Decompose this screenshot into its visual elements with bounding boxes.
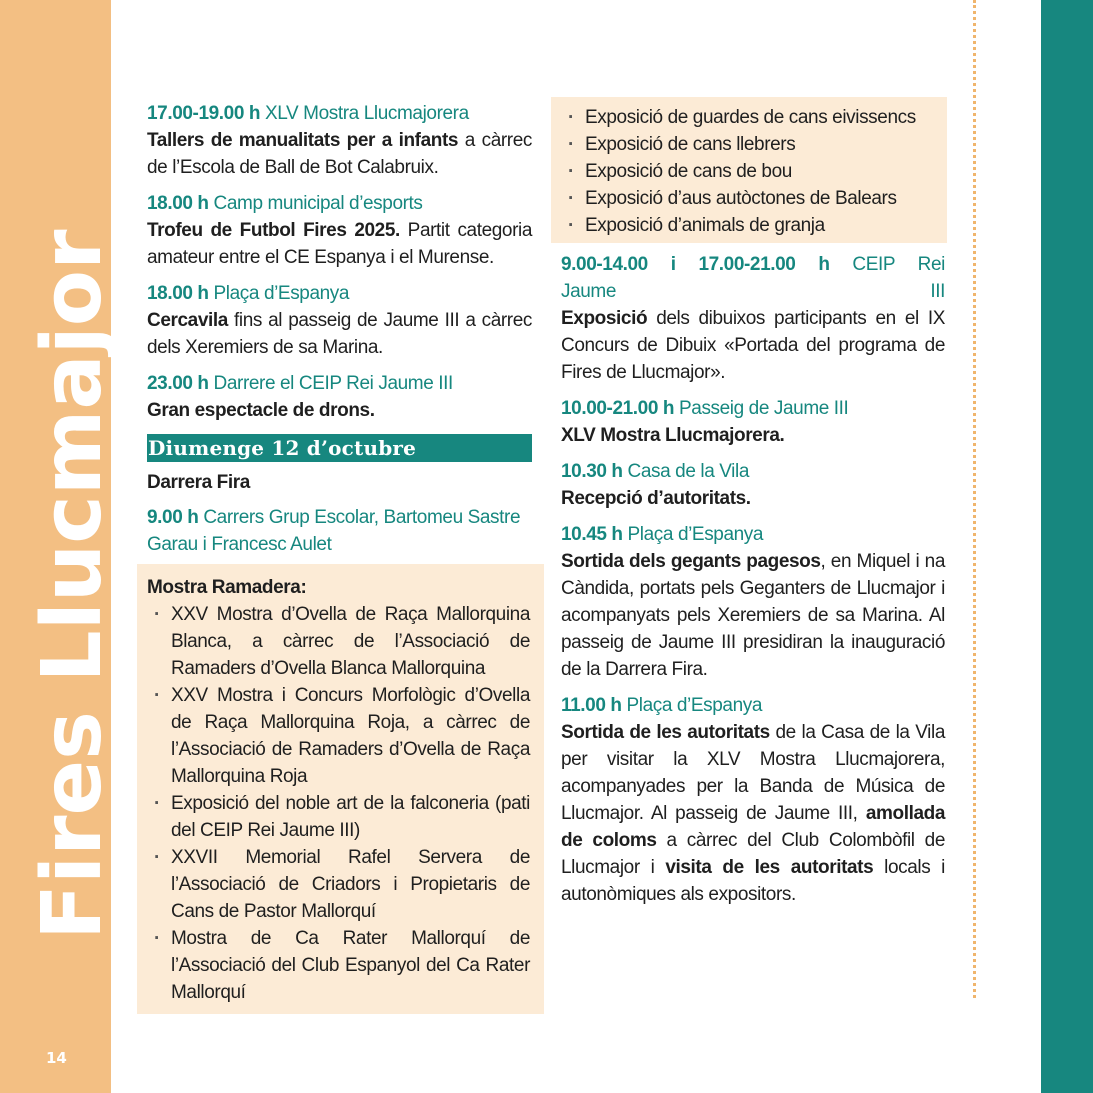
event-place: XLV Mostra Llucmajorera <box>265 103 469 124</box>
event-item <box>147 280 532 361</box>
event-place: Plaça d’Espanya <box>627 524 764 545</box>
right-column <box>561 97 945 917</box>
event-time: 10.30 h <box>561 461 623 482</box>
event-title: Sortida dels gegants pagesos <box>561 551 821 572</box>
event-description: dels dibuixos participants en el IX Concurs de Dibuix «Portada del programa de Fires de Llucmajor». <box>561 308 945 383</box>
event-place: CEIP Rei Jaume III <box>561 254 945 302</box>
event-item <box>561 692 945 908</box>
event-description: de la Casa de la Vila per visitar la XLV Mostra Llucmajorera, acompanyades per la Banda de Música de Llucmajor. Al passeig de Jaume III, <box>561 722 945 824</box>
list-item: · XXV Mostra i Concurs Morfològic d’Ovella de Raça Mallorquina Roja, a càrrec de l’Associació de Ramaders d’Ovella de Raça Mallorquina Roja <box>147 682 530 790</box>
day-header: Diumenge 12 d’octubre <box>147 434 532 462</box>
event-place: Passeig de Jaume III <box>679 398 849 419</box>
list-item: · Exposició d’animals de granja <box>561 212 935 239</box>
event-item <box>561 521 945 683</box>
list-item: · Exposició d’aus autòctones de Balears <box>561 185 935 212</box>
list-item: · Exposició de cans de bou <box>561 158 935 185</box>
list-item: · Mostra de Ca Rater Mallorquí de l’Associació del Club Espanyol del Ca Rater Mallorquí <box>147 925 530 1006</box>
list-item: · XXV Mostra d’Ovella de Raça Mallorquina Blanca, a càrrec de l’Associació de Ramaders d’Ovella Blanca Mallorquina <box>147 601 530 682</box>
list-item: · Exposició de cans llebrers <box>561 131 935 158</box>
event-item <box>147 190 532 271</box>
event-title: Trofeu de Futbol Fires 2025. <box>147 220 400 241</box>
event-title: Recepció d’autoritats. <box>561 488 751 509</box>
box-title: Mostra Ramadera: <box>147 577 307 598</box>
event-description: locals i autonòmiques als expositors. <box>561 857 945 905</box>
event-place: Casa de la Vila <box>627 461 749 482</box>
event-time: 18.00 h <box>147 283 209 304</box>
event-place: Camp municipal d’esports <box>213 193 423 214</box>
list-item: · Exposició de guardes de cans eivissencs <box>561 104 935 131</box>
event-description: Partit categoria amateur entre el CE Espanya i el Murense. <box>147 220 533 268</box>
vertical-title: Fires Llucmajor <box>25 229 120 940</box>
event-item <box>561 395 945 449</box>
event-item <box>561 458 945 512</box>
exhibitions-list <box>561 104 935 239</box>
event-time: 18.00 h <box>147 193 209 214</box>
event-title: Sortida de les autoritats <box>561 722 770 743</box>
event-description: , en Miquel i na Càndida, portats pels Geganters de Llucmajor i acompanyats pels Xeremiers de sa Marina. Al passeig de Jaume III presidiran la inauguració de la Darrera Fira. <box>561 551 945 680</box>
event-time: 9.00-14.00 i 17.00-21.00 h <box>561 254 830 275</box>
event-place: Darrere el CEIP Rei Jaume III <box>213 373 453 394</box>
event-time: 17.00-19.00 h <box>147 103 261 124</box>
event-description: fins al passeig de Jaume III a càrrec dels Xeremiers de sa Marina. <box>147 310 532 358</box>
event-time: 10.00-21.00 h <box>561 398 675 419</box>
list-item: · XXVII Memorial Rafel Servera de l’Associació de Criadors i Propietaris de Cans de Pastor Mallorquí <box>147 844 530 925</box>
right-teal-band <box>1041 0 1093 1093</box>
page-number: 14 <box>46 1049 67 1067</box>
left-column <box>147 100 532 1014</box>
event-highlight: visita de les autoritats <box>665 857 874 878</box>
event-title: Tallers de manualitats per a infants <box>147 130 459 151</box>
event-time: 10.45 h <box>561 524 623 545</box>
dotted-divider <box>973 0 976 998</box>
event-place: Plaça d’Espanya <box>626 695 763 716</box>
event-description: a càrrec de l’Escola de Ball de Bot Calabruix. <box>147 130 532 178</box>
event-item <box>147 100 532 181</box>
event-title: XLV Mostra Llucmajorera. <box>561 425 785 446</box>
event-title: Cercavila <box>147 310 228 331</box>
event-item <box>561 251 945 386</box>
event-place: Plaça d’Espanya <box>213 283 350 304</box>
event-highlight: amollada de coloms <box>561 803 945 851</box>
mostra-ramadera-box <box>137 564 544 1014</box>
event-time: 23.00 h <box>147 373 209 394</box>
exhibitions-box <box>551 97 947 243</box>
event-title: Gran espectacle de drons. <box>147 400 375 421</box>
event-item <box>147 370 532 424</box>
event-title: Exposició <box>561 308 648 329</box>
event-description: a càrrec del Club Colombòfil de Llucmajor i <box>561 830 945 878</box>
event-place: Carrers Grup Escolar, Bartomeu Sastre Garau i Francesc Aulet <box>147 507 521 555</box>
event-time: 11.00 h <box>561 695 622 716</box>
list-item: · Exposició del noble art de la falconeria (pati del CEIP Rei Jaume III) <box>147 790 530 844</box>
ramadera-list <box>147 601 530 1006</box>
subheading: Darrera Fira <box>147 472 250 493</box>
event-time: 9.00 h <box>147 507 199 528</box>
